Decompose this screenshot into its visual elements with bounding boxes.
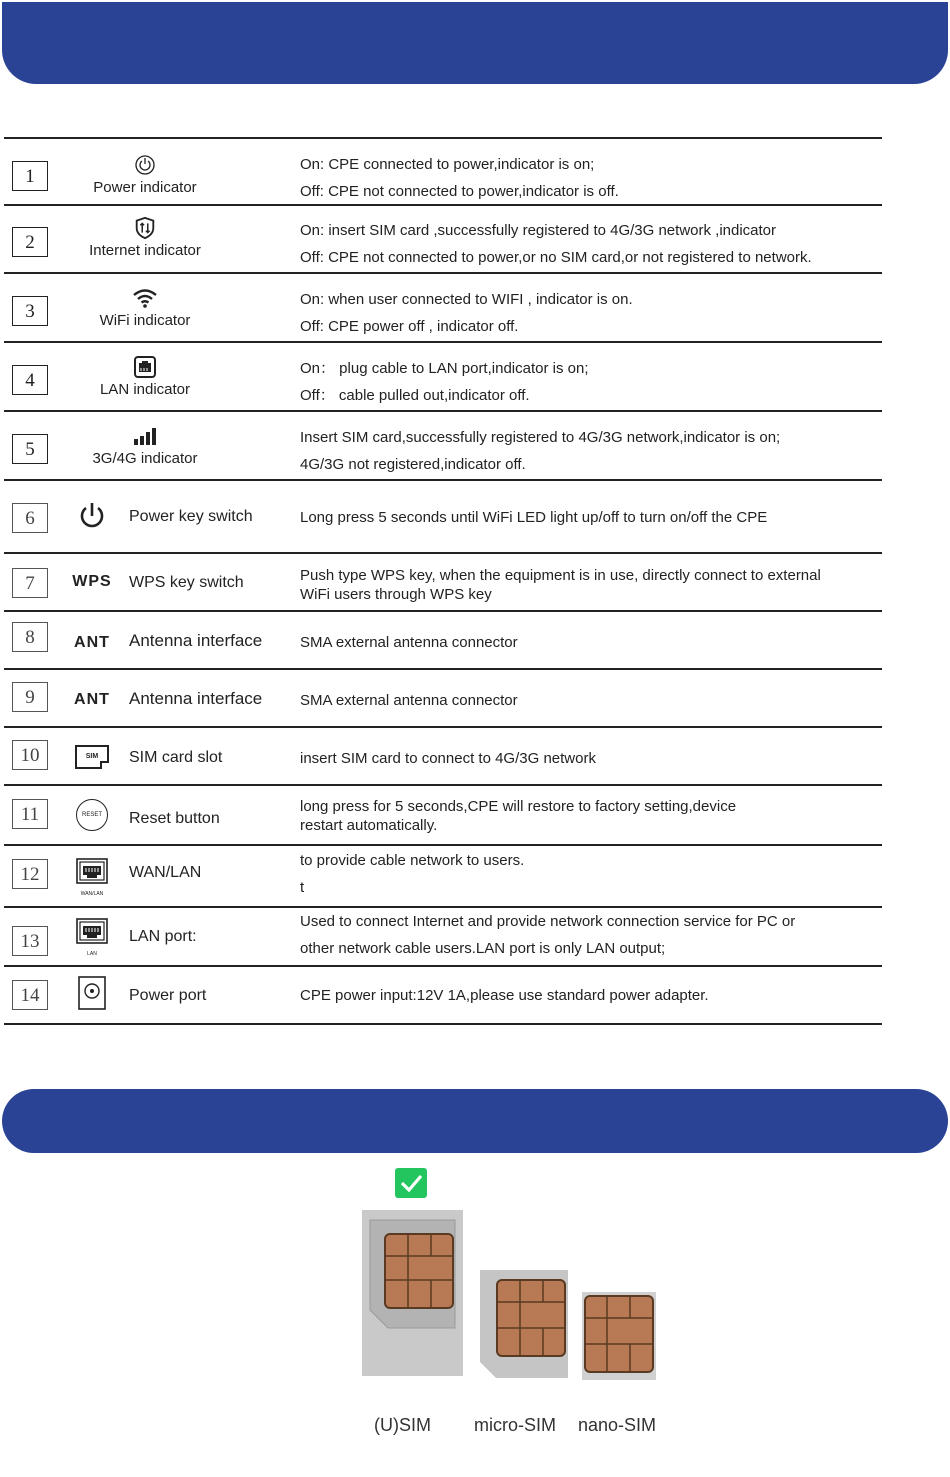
row-label: WPS key switch xyxy=(129,574,244,591)
row-number: 5 xyxy=(12,434,48,464)
table-row xyxy=(4,728,882,786)
table-row xyxy=(4,412,882,481)
row-label: Power port xyxy=(129,987,207,1004)
row-number: 9 xyxy=(12,682,48,712)
row-number: 11 xyxy=(12,799,48,829)
sim-slot-icon: SIM xyxy=(70,745,114,769)
micro-sim-caption: micro-SIM xyxy=(474,1415,556,1435)
row-number: 8 xyxy=(12,622,48,652)
indicator-table xyxy=(4,137,882,1025)
row-label: Antenna interface xyxy=(129,631,263,650)
section-banner xyxy=(2,1089,948,1153)
row-label: Power indicator xyxy=(93,179,197,196)
row-label: Internet indicator xyxy=(89,242,201,259)
row-label: WiFi indicator xyxy=(99,312,191,329)
row-label: LAN port: xyxy=(129,928,197,945)
table-row xyxy=(4,670,882,728)
wifi-icon xyxy=(132,286,158,310)
nano-sim-caption: nano-SIM xyxy=(578,1415,657,1435)
row-description: On: CPE connected to power,indicator is on; Off: CPE not connected to power,indicator is off. xyxy=(300,156,619,200)
row-description: insert SIM card to connect to 4G/3G network xyxy=(300,750,596,767)
row-label: 3G/4G indicator xyxy=(92,450,198,467)
row-number: 12 xyxy=(12,859,48,889)
table-row xyxy=(4,612,882,670)
usim-card xyxy=(362,1210,463,1376)
row-icon-label xyxy=(60,216,230,259)
row-icon-label xyxy=(60,153,230,196)
table-row xyxy=(4,343,882,412)
table-row xyxy=(4,846,882,908)
row-description: Push type WPS key, when the equipment is in use, directly connect to external WiFi users through WPS key xyxy=(300,567,821,603)
wps-text-icon: WPS xyxy=(72,573,112,590)
row-description: Insert SIM card,successfully registered to 4G/3G network,indicator is on; 4G/3G not registered,indicator off. xyxy=(300,429,781,473)
signal-bars-icon xyxy=(133,426,157,446)
row-number: 14 xyxy=(12,980,48,1010)
table-row xyxy=(4,206,882,274)
table-row xyxy=(4,786,882,846)
row-description: CPE power input:12V 1A,please use standard power adapter. xyxy=(300,987,709,1004)
row-icon-label xyxy=(60,355,230,398)
row-icon-label xyxy=(60,286,230,329)
row-number: 13 xyxy=(12,926,48,956)
row-label: Antenna interface xyxy=(129,689,263,708)
row-description: long press for 5 seconds,CPE will restore to factory setting,device restart automatically. xyxy=(300,798,737,834)
row-label: SIM card slot xyxy=(129,749,223,766)
row-description: SMA external antenna connector xyxy=(300,692,518,709)
power-port-icon xyxy=(70,976,114,1015)
power-key-icon xyxy=(70,501,114,536)
table-row xyxy=(4,274,882,343)
row-label: WAN/LAN xyxy=(129,864,202,881)
row-description: Long press 5 seconds until WiFi LED light up/off to turn on/off the CPE xyxy=(300,509,768,526)
nano-sim-card xyxy=(582,1292,656,1380)
wan-lan-port-icon: WAN/LAN xyxy=(70,858,114,897)
reset-button-icon: RESET xyxy=(70,799,114,831)
ant-text-icon: ANT xyxy=(74,691,110,708)
header-banner xyxy=(2,2,948,84)
row-icon-label xyxy=(60,426,230,467)
sim-illustration xyxy=(0,1160,950,1410)
row-description: Used to connect Internet and provide network connection service for PC or other network cable users.LAN port is only LAN output; xyxy=(300,913,796,957)
row-label: Power key switch xyxy=(129,508,253,525)
table-row xyxy=(4,481,882,554)
row-number: 2 xyxy=(12,227,48,257)
ant-text-icon: ANT xyxy=(74,634,110,651)
row-description: to provide cable network to users. t xyxy=(300,852,525,896)
table-row xyxy=(4,967,882,1025)
check-icon xyxy=(395,1168,427,1198)
lan-port-icon: LAN xyxy=(70,918,114,957)
usim-caption: (U)SIM xyxy=(374,1415,431,1435)
lan-icon xyxy=(133,355,157,379)
row-number: 1 xyxy=(12,161,48,191)
table-row xyxy=(4,137,882,206)
row-label: Reset button xyxy=(129,810,220,827)
table-row xyxy=(4,554,882,612)
row-number: 10 xyxy=(12,740,48,770)
row-number: 4 xyxy=(12,365,48,395)
row-description: On: when user connected to WIFI , indicator is on. Off: CPE power off , indicator off. xyxy=(300,291,633,335)
row-description: On： plug cable to LAN port,indicator is on; Off： cable pulled out,indicator off. xyxy=(300,360,589,404)
table-row xyxy=(4,908,882,967)
row-number: 3 xyxy=(12,296,48,326)
row-description: On: insert SIM card ,successfully registered to 4G/3G network ,indicator Off: CPE not connected to power,or no SIM card,or not registered to network. xyxy=(300,222,812,266)
row-number: 6 xyxy=(12,503,48,533)
power-circle-icon xyxy=(133,153,157,177)
row-number: 7 xyxy=(12,568,48,598)
row-description: SMA external antenna connector xyxy=(300,634,518,651)
micro-sim-card xyxy=(480,1270,568,1378)
row-label: LAN indicator xyxy=(99,381,191,398)
internet-shield-icon xyxy=(132,216,158,240)
